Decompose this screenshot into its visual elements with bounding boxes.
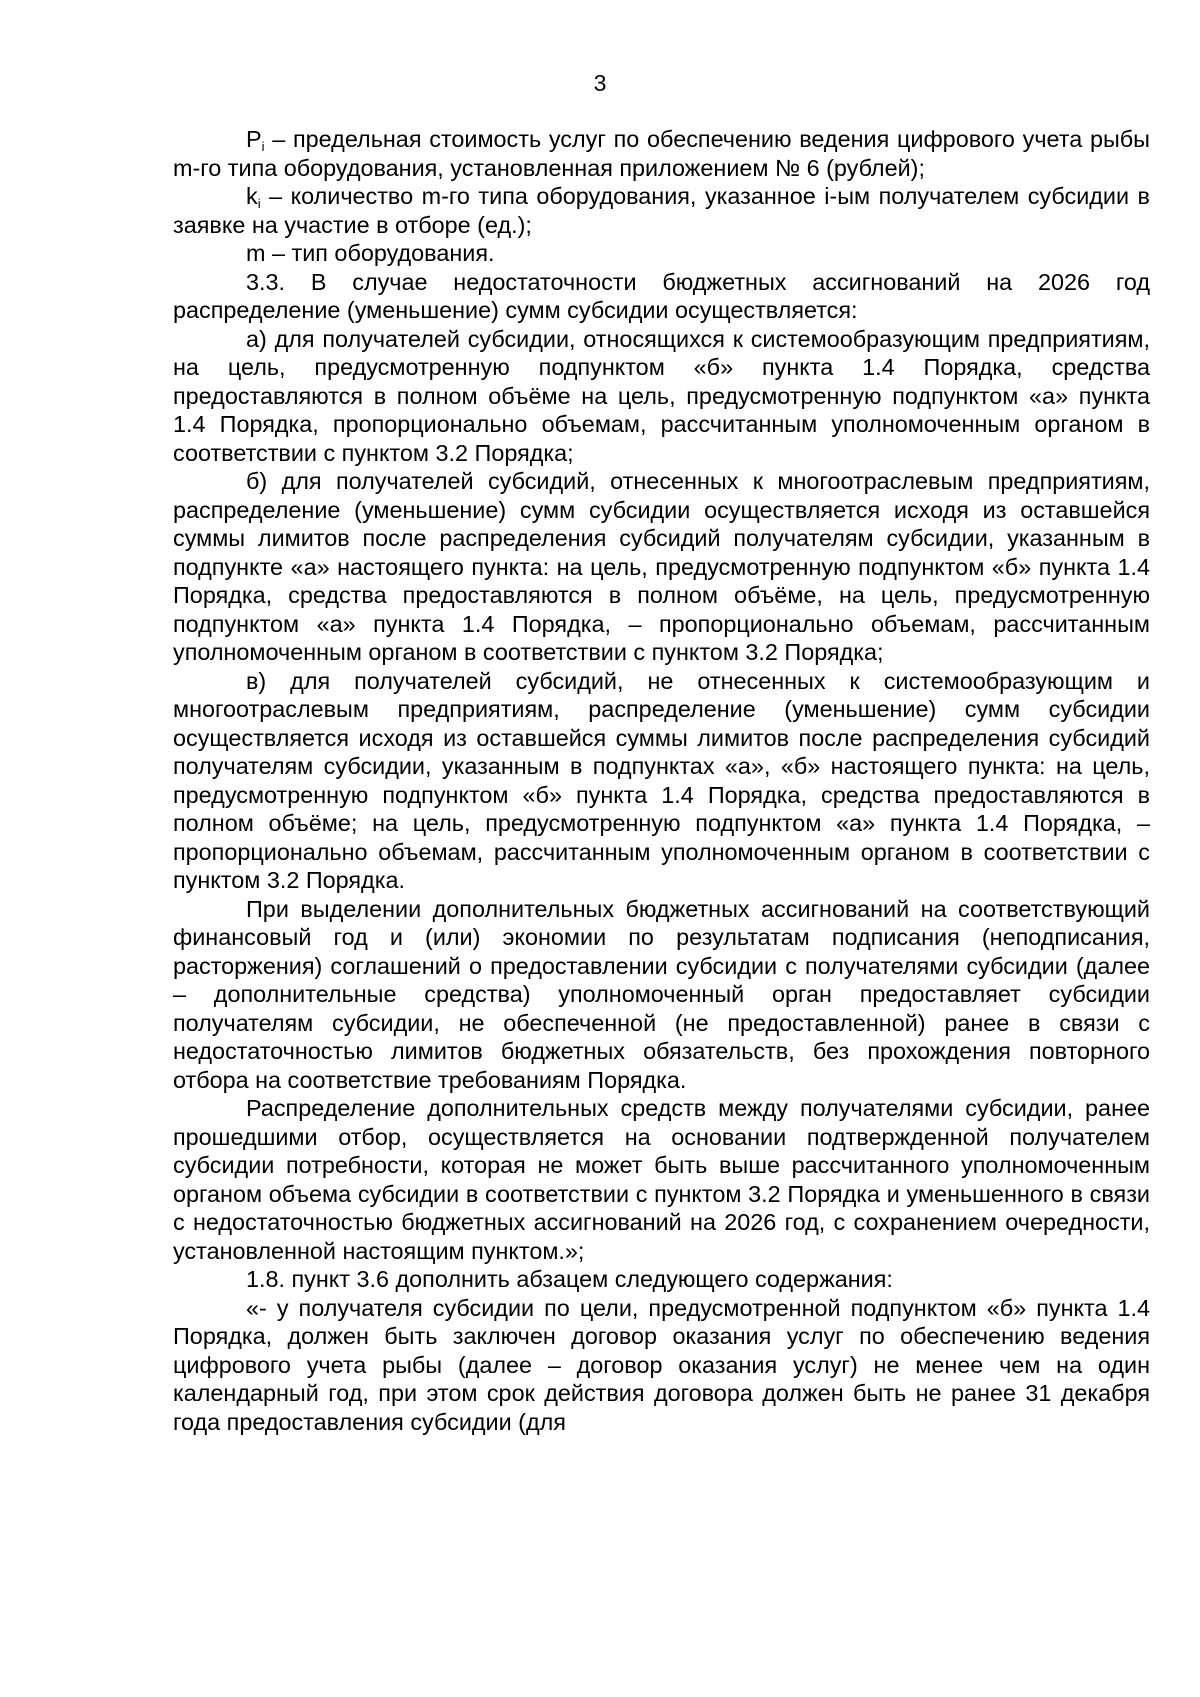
paragraph-3-3-v: в) для получателей субсидий, не отнесенных к системообразующим и многоотраслевым предприятиям, распределение (уменьшение) сумм субсидии осуществляется исходя из оставшейся суммы лимитов после распределения субсидий получателям субсидии, указанным в подпунктах «а», «б» настоящего пункта: на цель, предусмотренную подпунктом «б» пункта 1.4 Порядка, средства предоставляются в полном объёме; на цель, предусмотренную подпунктом «а» пункта 1.4 Порядка, – пропорционально объемам, рассчитанным уполномоченным органом в соответствии с пунктом 3.2 Порядка. bbox=[173, 667, 1150, 893]
paragraph-distribution: Распределение дополнительных средств между получателями субсидии, ранее прошедшими отбор, осуществляется на основании подтвержденной получателем субсидии потребности, которая не может быть выше рассчитанного уполномоченным органом объема субсидии в соответствии с пунктом 3.2 Порядка и уменьшенного в связи с недостаточностью бюджетных ассигнований на 2026 год, с сохранением очередности, установленной настоящим пунктом.»; bbox=[173, 1095, 1150, 1264]
paragraph-additional-allocations: При выделении дополнительных бюджетных ассигнований на соответствующий финансовый год и (или) экономии по результатам подписания (неподписания, расторжения) соглашений о предоставлении субсидии с получателями субсидии (далее – дополнительные средства) уполномоченный орган предоставляет субсидии получателям субсидии, не обеспеченной (не предоставленной) ранее в связи с недостаточностью лимитов бюджетных обязательств, без прохождения повторного отбора на соответствие требованиям Порядка. bbox=[173, 895, 1150, 1093]
paragraph-text: – количество m-го типа оборудования, указанное i-ым получателем субсидии в заявке на участие в отборе (ед.); bbox=[173, 183, 1150, 238]
formula-symbol: P bbox=[246, 126, 262, 152]
paragraph-m-definition: m – тип оборудования. bbox=[246, 240, 495, 266]
formula-subscript: i bbox=[261, 139, 265, 154]
formula-symbol: k bbox=[246, 183, 258, 209]
formula-subscript: i bbox=[257, 196, 261, 211]
paragraph-3-3-a: а) для получателей субсидии, относящихся к системообразующим предприятиям, на цель, предусмотренную подпунктом «б» пункта 1.4 Порядка, средства предоставляются в полном объёме на цель, предусмотренную подпунктом «а» пункта 1.4 Порядка, пропорционально объемам, рассчитанным уполномоченным органом в соответствии с пунктом 3.2 Порядка; bbox=[173, 325, 1150, 466]
paragraph-3-3: 3.3. В случае недостаточности бюджетных ассигнований на 2026 год распределение (уменьшение) сумм субсидии осуществляется: bbox=[173, 268, 1150, 323]
page-number: 3 bbox=[593, 70, 607, 96]
paragraph-new-clause: «- у получателя субсидии по цели, предусмотренной подпунктом «б» пункта 1.4 Порядка, должен быть заключен договор оказания услуг по обеспечению ведения цифрового учета рыбы (далее – договор оказания услуг) не менее чем на один календарный год, при этом срок действия договора должен быть не ранее 31 декабря года предоставления субсидии (для bbox=[173, 1294, 1150, 1435]
paragraph-1-8: 1.8. пункт 3.6 дополнить абзацем следующего содержания: bbox=[246, 1266, 893, 1292]
paragraph-text: – предельная стоимость услуг по обеспечению ведения цифрового учета рыбы m-го типа оборудования, установленная приложением № 6 (рублей); bbox=[173, 126, 1150, 181]
paragraph-3-3-b: б) для получателей субсидий, отнесенных к многоотраслевым предприятиям, распределение (уменьшение) сумм субсидии осуществляется исходя из оставшейся суммы лимитов после распределения субсидий получателям субсидии, указанным в подпункте «а» настоящего пункта: на цель, предусмотренную подпунктом «б» пункта 1.4 Порядка, средства предоставляются в полном объёме, на цель, предусмотренную подпунктом «а» пункта 1.4 Порядка, – пропорционально объемам, рассчитанным уполномоченным органом в соответствии с пунктом 3.2 Порядка; bbox=[173, 468, 1150, 665]
paragraph-k-definition bbox=[173, 182, 1150, 239]
paragraph-p-definition bbox=[173, 125, 1150, 182]
document-body bbox=[173, 125, 1150, 1436]
